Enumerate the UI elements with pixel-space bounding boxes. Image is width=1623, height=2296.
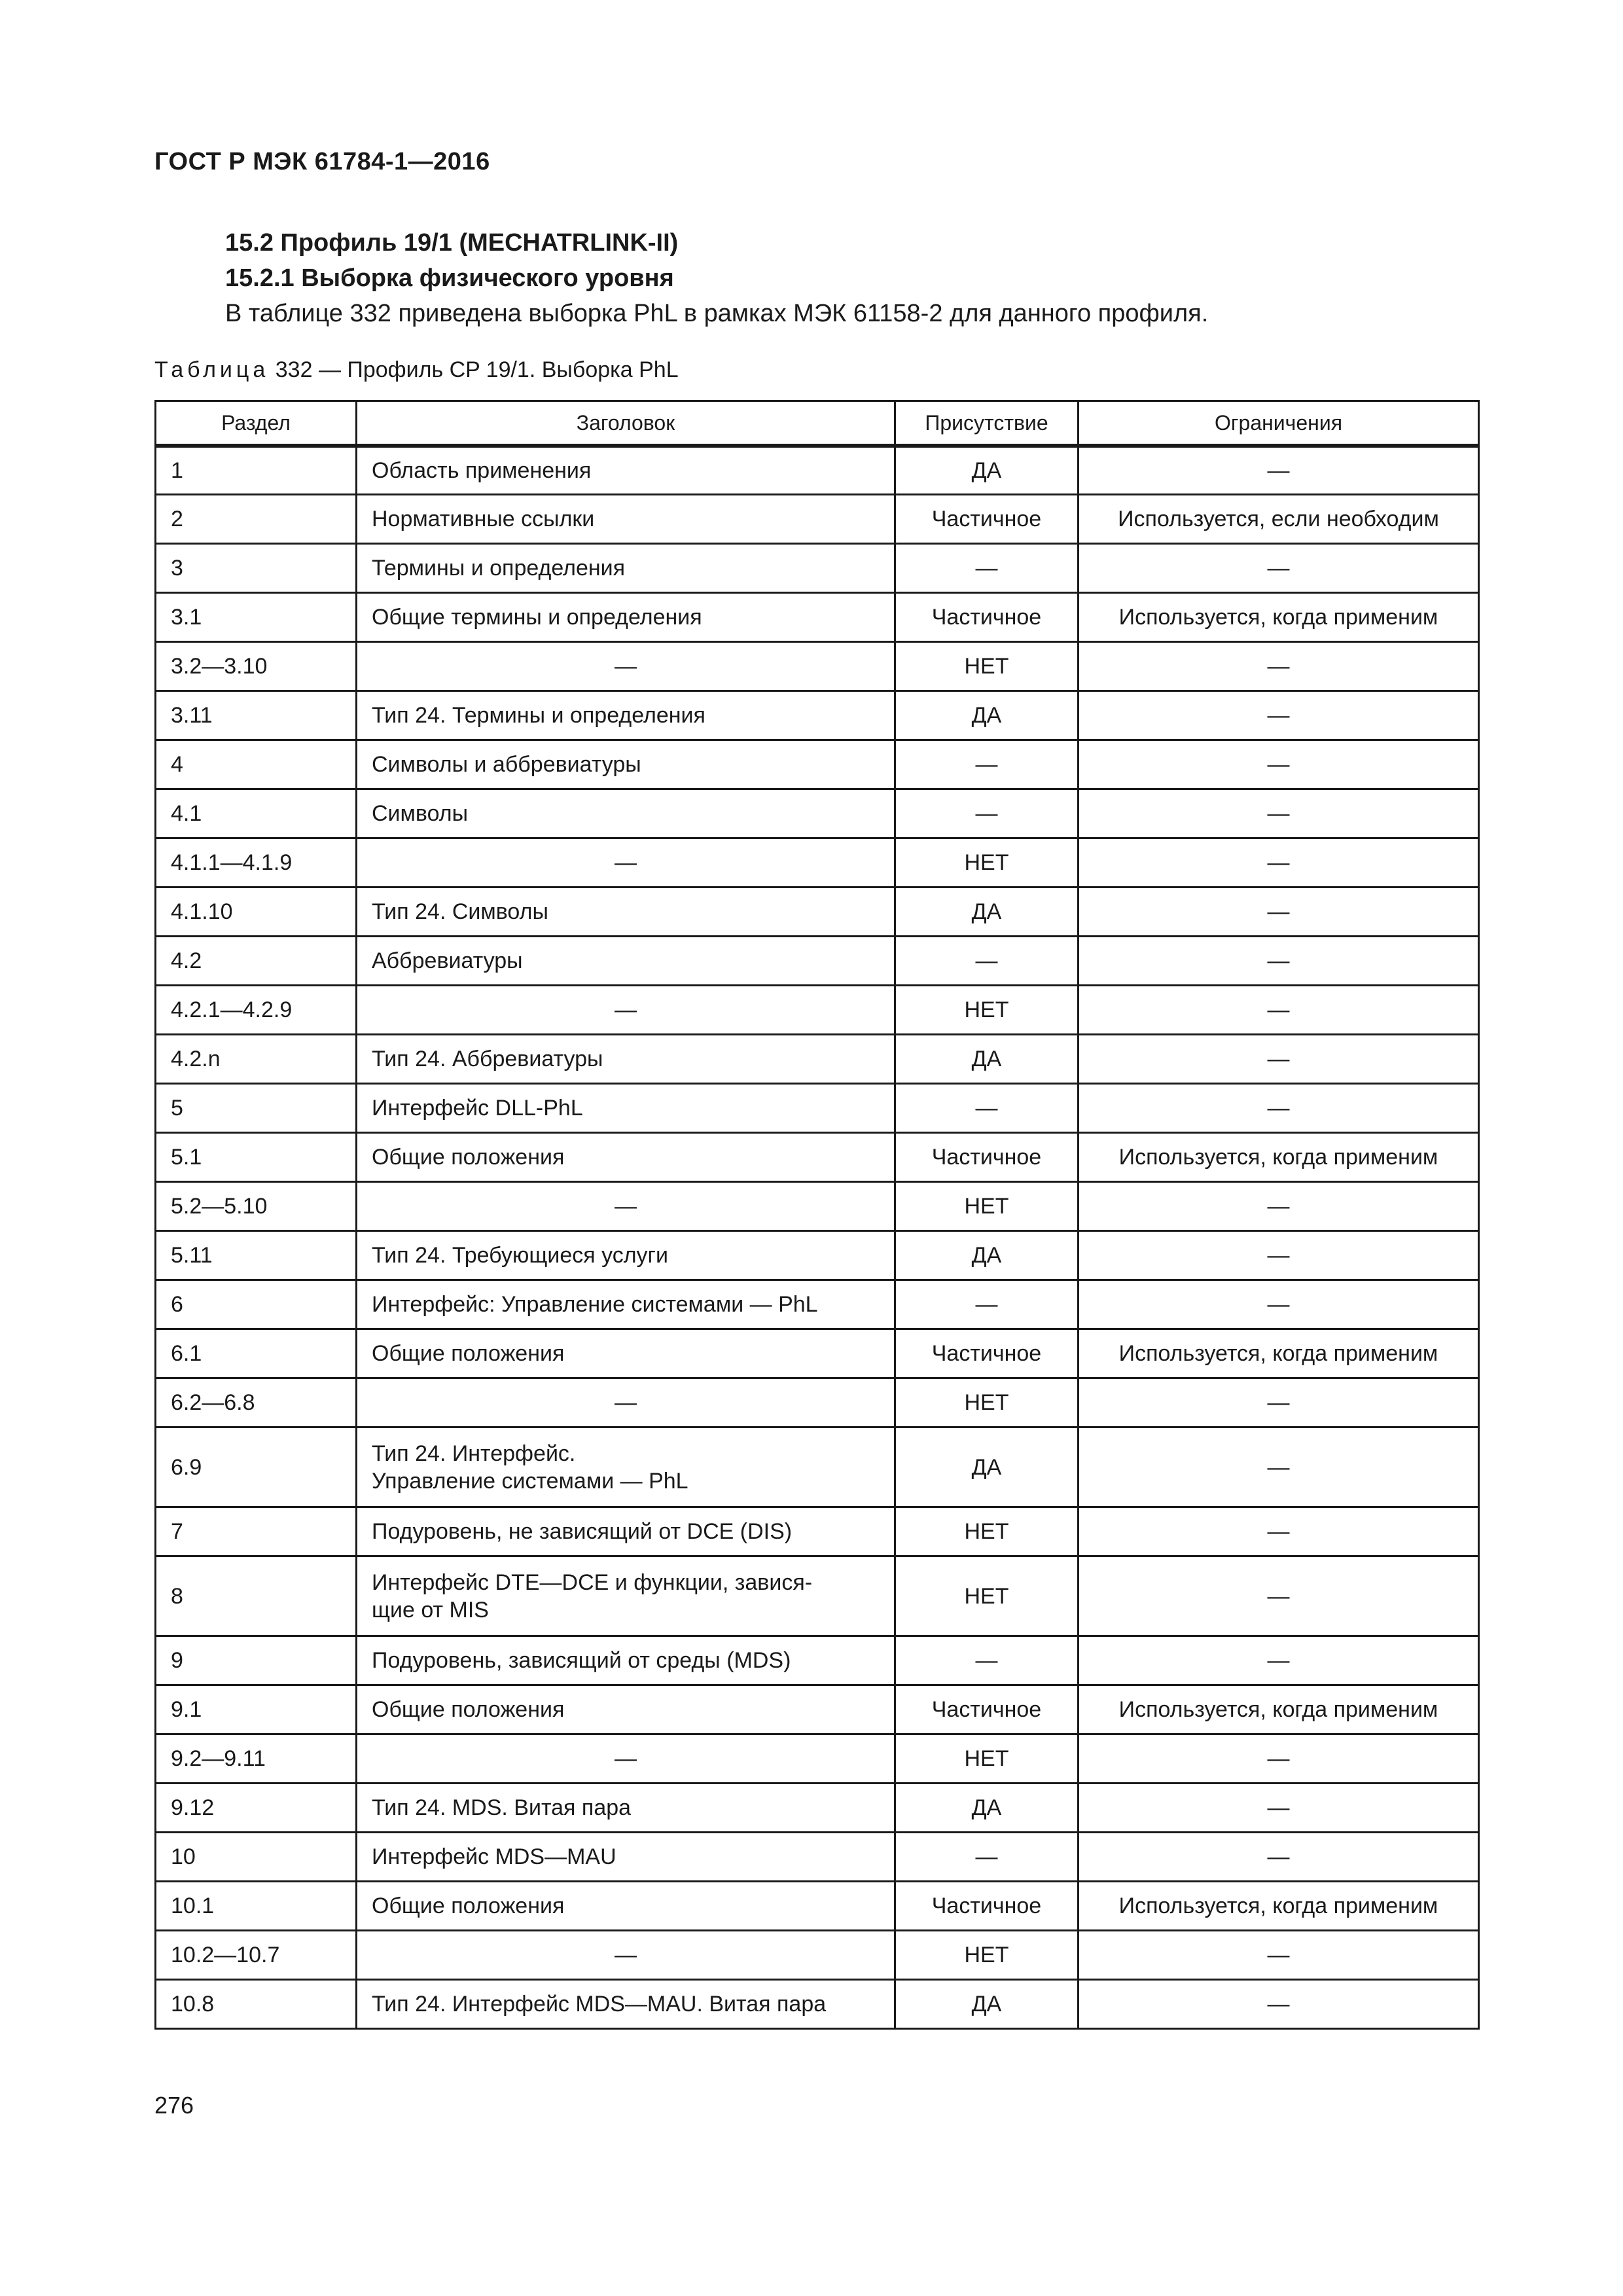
- cell-constraints: Используется, когда применим: [1079, 593, 1479, 642]
- cell-constraints: —: [1079, 691, 1479, 740]
- cell-section: 4.1: [156, 789, 357, 838]
- cell-title: Тип 24. Интерфейс MDS—MAU. Витая пара: [357, 1980, 895, 2029]
- cell-section: 4.2.1—4.2.9: [156, 986, 357, 1035]
- cell-presence: —: [895, 544, 1079, 593]
- cell-title: Тип 24. Аббревиатуры: [357, 1035, 895, 1084]
- cell-constraints: —: [1079, 1556, 1479, 1636]
- cell-presence: НЕТ: [895, 1734, 1079, 1784]
- section-heading-profile: 15.2 Профиль 19/1 (MECHATRLINK-II): [225, 229, 679, 257]
- cell-constraints: —: [1079, 888, 1479, 937]
- section-heading-phl-selection: 15.2.1 Выборка физического уровня: [225, 264, 674, 292]
- table-row: [156, 1734, 1479, 1784]
- cell-constraints: Используется, когда применим: [1079, 1882, 1479, 1931]
- cell-presence: НЕТ: [895, 1931, 1079, 1980]
- cell-title: Тип 24. Термины и определения: [357, 691, 895, 740]
- cell-section: 5.2—5.10: [156, 1182, 357, 1231]
- cell-section: 4.1.1—4.1.9: [156, 838, 357, 888]
- cell-constraints: —: [1079, 838, 1479, 888]
- cell-presence: Частичное: [895, 1329, 1079, 1378]
- cell-section: 3.11: [156, 691, 357, 740]
- table-row: [156, 1133, 1479, 1182]
- cell-presence: НЕТ: [895, 986, 1079, 1035]
- cell-section: 4.2: [156, 937, 357, 986]
- table-header-row: [156, 401, 1479, 446]
- cell-title: Тип 24. Требующиеся услуги: [357, 1231, 895, 1280]
- cell-section: 9: [156, 1636, 357, 1685]
- cell-constraints: —: [1079, 1035, 1479, 1084]
- cell-constraints: —: [1079, 1636, 1479, 1685]
- cell-constraints: —: [1079, 937, 1479, 986]
- cell-section: 3.1: [156, 593, 357, 642]
- cell-presence: —: [895, 1636, 1079, 1685]
- cell-constraints: —: [1079, 1507, 1479, 1556]
- cell-section: 5.11: [156, 1231, 357, 1280]
- table-row: [156, 838, 1479, 888]
- cell-title: —: [357, 986, 895, 1035]
- cell-presence: ДА: [895, 1035, 1079, 1084]
- cell-section: 6.1: [156, 1329, 357, 1378]
- document-header: ГОСТ Р МЭК 61784-1—2016: [154, 148, 490, 175]
- cell-title: Тип 24. MDS. Витая пара: [357, 1784, 895, 1833]
- cell-presence: ДА: [895, 446, 1079, 495]
- cell-constraints: —: [1079, 1231, 1479, 1280]
- cell-presence: НЕТ: [895, 1182, 1079, 1231]
- cell-presence: НЕТ: [895, 1556, 1079, 1636]
- section-paragraph: В таблице 332 приведена выборка PhL в рамках МЭК 61158-2 для данного профиля.: [225, 300, 1209, 327]
- cell-presence: —: [895, 1833, 1079, 1882]
- cell-title: [357, 1427, 895, 1507]
- cell-title: Нормативные ссылки: [357, 495, 895, 544]
- cell-title-line: Тип 24. Интерфейс.: [372, 1441, 576, 1466]
- table-row: [156, 1378, 1479, 1427]
- cell-presence: Частичное: [895, 1882, 1079, 1931]
- cell-constraints: Используется, когда применим: [1079, 1133, 1479, 1182]
- cell-title-line: Интерфейс DTE—DCE и функции, завися-: [372, 1570, 813, 1595]
- table-row: [156, 593, 1479, 642]
- cell-title-line: щие от MIS: [372, 1597, 489, 1623]
- table-row: [156, 544, 1479, 593]
- cell-constraints: —: [1079, 1427, 1479, 1507]
- cell-title: —: [357, 642, 895, 691]
- table-row: [156, 1980, 1479, 2029]
- cell-constraints: —: [1079, 1980, 1479, 2029]
- cell-constraints: —: [1079, 740, 1479, 789]
- table-row: [156, 1507, 1479, 1556]
- cell-section: 6.9: [156, 1427, 357, 1507]
- cell-title: Общие положения: [357, 1329, 895, 1378]
- table-row: [156, 1833, 1479, 1882]
- cell-title: Общие положения: [357, 1685, 895, 1734]
- cell-section: 9.12: [156, 1784, 357, 1833]
- cell-section: 10.1: [156, 1882, 357, 1931]
- table-caption-text: 332 — Профиль CP 19/1. Выборка PhL: [275, 357, 679, 382]
- cell-constraints: —: [1079, 1084, 1479, 1133]
- cell-constraints: —: [1079, 1784, 1479, 1833]
- page-number: 276: [154, 2092, 194, 2119]
- cell-constraints: —: [1079, 1931, 1479, 1980]
- cell-presence: ДА: [895, 1784, 1079, 1833]
- cell-title: Тип 24. Символы: [357, 888, 895, 937]
- cell-section: 6: [156, 1280, 357, 1329]
- cell-constraints: —: [1079, 1182, 1479, 1231]
- cell-section: 6.2—6.8: [156, 1378, 357, 1427]
- cell-constraints: —: [1079, 1280, 1479, 1329]
- cell-title: —: [357, 1378, 895, 1427]
- cell-presence: НЕТ: [895, 1507, 1079, 1556]
- cell-title: Интерфейс MDS—MAU: [357, 1833, 895, 1882]
- table-row: [156, 986, 1479, 1035]
- column-header-constraints: Ограничения: [1079, 401, 1479, 446]
- cell-title: Общие термины и определения: [357, 593, 895, 642]
- table-row: [156, 1636, 1479, 1685]
- cell-constraints: —: [1079, 986, 1479, 1035]
- cell-presence: ДА: [895, 1427, 1079, 1507]
- cell-constraints: —: [1079, 642, 1479, 691]
- table-body: [156, 446, 1479, 2029]
- cell-presence: —: [895, 740, 1079, 789]
- cell-title: Общие положения: [357, 1882, 895, 1931]
- cell-presence: ДА: [895, 1980, 1079, 2029]
- table-row: [156, 888, 1479, 937]
- table-row: [156, 495, 1479, 544]
- table-row: [156, 789, 1479, 838]
- cell-section: 3.2—3.10: [156, 642, 357, 691]
- cell-section: 7: [156, 1507, 357, 1556]
- cell-section: 4: [156, 740, 357, 789]
- table-row: [156, 1182, 1479, 1231]
- table-row: [156, 1427, 1479, 1507]
- section-block: [225, 225, 1469, 331]
- cell-section: 1: [156, 446, 357, 495]
- cell-constraints: —: [1079, 789, 1479, 838]
- table-row: [156, 1231, 1479, 1280]
- cell-title: [357, 1556, 895, 1636]
- table-row: [156, 1280, 1479, 1329]
- cell-section: 10.8: [156, 1980, 357, 2029]
- cell-title: Область применения: [357, 446, 895, 495]
- table-row: [156, 1931, 1479, 1980]
- cell-title: —: [357, 838, 895, 888]
- cell-constraints: —: [1079, 446, 1479, 495]
- column-header-presence: Присутствие: [895, 401, 1079, 446]
- cell-title-line: Управление системами — PhL: [372, 1468, 688, 1494]
- cell-presence: НЕТ: [895, 838, 1079, 888]
- cell-presence: Частичное: [895, 1133, 1079, 1182]
- column-header-section: Раздел: [156, 401, 357, 446]
- cell-section: 2: [156, 495, 357, 544]
- cell-title: —: [357, 1734, 895, 1784]
- cell-section: 4.2.n: [156, 1035, 357, 1084]
- cell-constraints: Используется, когда применим: [1079, 1685, 1479, 1734]
- cell-constraints: —: [1079, 544, 1479, 593]
- cell-title: —: [357, 1182, 895, 1231]
- cell-presence: Частичное: [895, 593, 1079, 642]
- table-row: [156, 740, 1479, 789]
- cell-title: Термины и определения: [357, 544, 895, 593]
- table-row: [156, 642, 1479, 691]
- cell-constraints: —: [1079, 1734, 1479, 1784]
- table-row: [156, 1556, 1479, 1636]
- table-caption-label: Таблица: [154, 357, 270, 382]
- cell-section: 5: [156, 1084, 357, 1133]
- cell-presence: —: [895, 1084, 1079, 1133]
- cell-title: Интерфейс: Управление системами — PhL: [357, 1280, 895, 1329]
- cell-title: Общие положения: [357, 1133, 895, 1182]
- cell-constraints: —: [1079, 1378, 1479, 1427]
- cell-presence: ДА: [895, 888, 1079, 937]
- cell-section: 4.1.10: [156, 888, 357, 937]
- cell-constraints: Используется, если необходим: [1079, 495, 1479, 544]
- cell-section: 8: [156, 1556, 357, 1636]
- cell-title: Аббревиатуры: [357, 937, 895, 986]
- table-row: [156, 1035, 1479, 1084]
- table-caption: [154, 357, 679, 383]
- cell-presence: —: [895, 937, 1079, 986]
- cell-title: Подуровень, не зависящий от DCE (DIS): [357, 1507, 895, 1556]
- table-row: [156, 1685, 1479, 1734]
- cell-section: 9.1: [156, 1685, 357, 1734]
- cell-presence: —: [895, 789, 1079, 838]
- cell-presence: Частичное: [895, 495, 1079, 544]
- cell-presence: ДА: [895, 691, 1079, 740]
- table-row: [156, 937, 1479, 986]
- cell-section: 3: [156, 544, 357, 593]
- table-row: [156, 691, 1479, 740]
- table-row: [156, 1084, 1479, 1133]
- table-row: [156, 1329, 1479, 1378]
- cell-presence: НЕТ: [895, 642, 1079, 691]
- cell-presence: Частичное: [895, 1685, 1079, 1734]
- cell-section: 10: [156, 1833, 357, 1882]
- cell-title: Подуровень, зависящий от среды (MDS): [357, 1636, 895, 1685]
- table-row: [156, 1784, 1479, 1833]
- cell-title: —: [357, 1931, 895, 1980]
- column-header-title: Заголовок: [357, 401, 895, 446]
- cell-presence: —: [895, 1280, 1079, 1329]
- cell-presence: НЕТ: [895, 1378, 1079, 1427]
- table-row: [156, 1882, 1479, 1931]
- cell-section: 10.2—10.7: [156, 1931, 357, 1980]
- cell-title: Интерфейс DLL-PhL: [357, 1084, 895, 1133]
- cell-section: 5.1: [156, 1133, 357, 1182]
- table-row: [156, 446, 1479, 495]
- phl-selection-table: [154, 400, 1480, 2030]
- cell-section: 9.2—9.11: [156, 1734, 357, 1784]
- cell-presence: ДА: [895, 1231, 1079, 1280]
- cell-title: Символы и аббревиатуры: [357, 740, 895, 789]
- cell-constraints: Используется, когда применим: [1079, 1329, 1479, 1378]
- cell-constraints: —: [1079, 1833, 1479, 1882]
- cell-title: Символы: [357, 789, 895, 838]
